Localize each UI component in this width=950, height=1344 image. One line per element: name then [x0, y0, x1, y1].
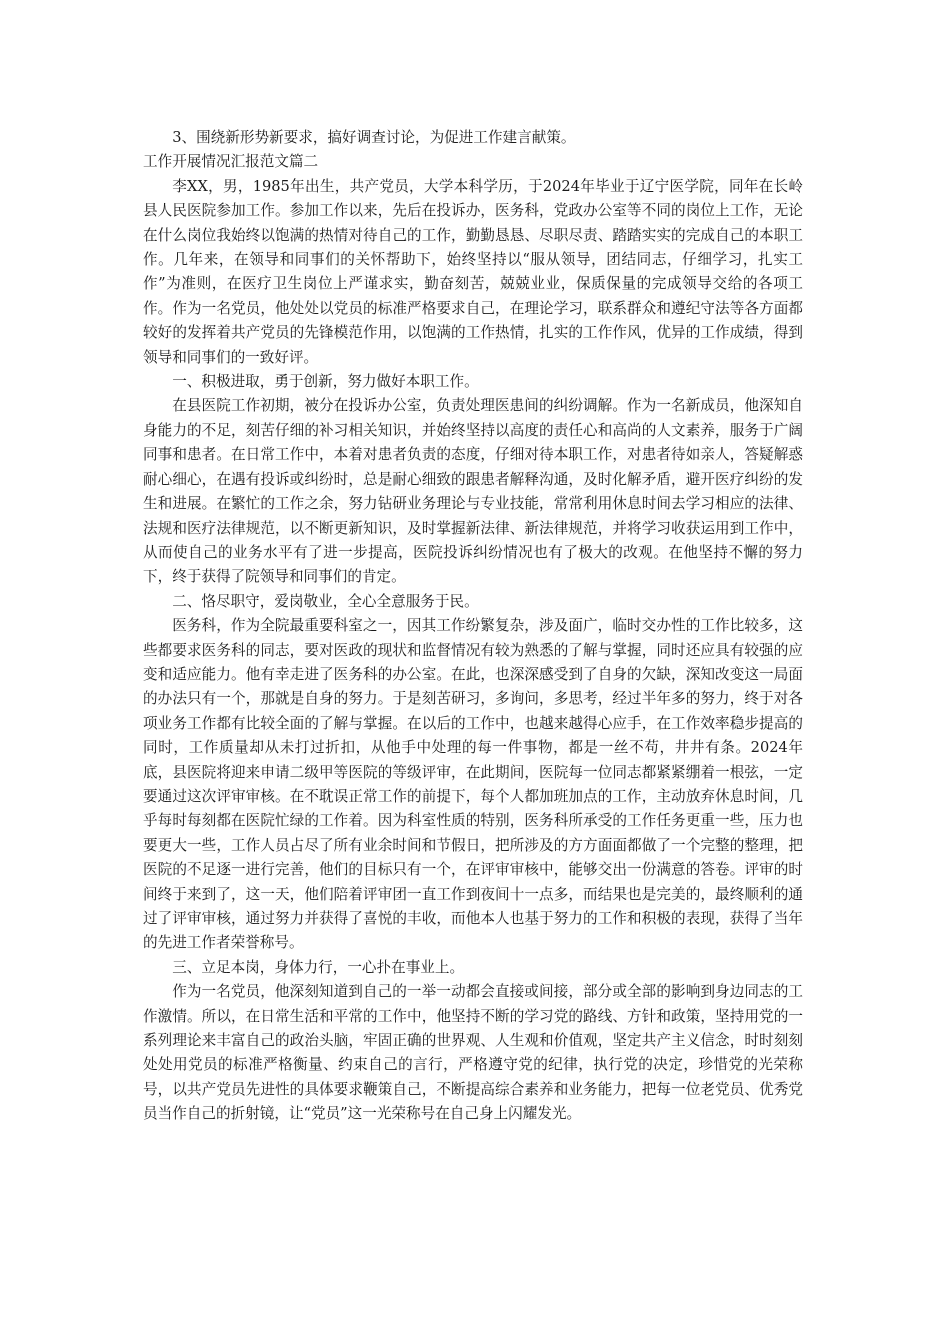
document-body [143, 126, 803, 1127]
paragraph-party-member: 作为一名党员，他深刻知道到自己的一举一动都会直接或间接，部分或全部的影响到身边同志的工作激情。所以，在日常生活和平常的工作中，他坚持不断的学习党的路线、方针和政策，坚持用党的一系列理论来丰富自己的政治头脑，牢固正确的世界观、人生观和价值观，坚定共产主义信念，时时刻刻处处用党员的标准严格衡量、约束自己的言行，严格遵守党的纪律，执行党的决定，珍惜党的光荣称号，以共产党员先进性的具体要求鞭策自己，不断提高综合素养和业务能力，把每一位老党员、优秀党员当作自己的折射镜，让“党员”这一光荣称号在自己身上闪耀发光。 [143, 983, 803, 1123]
subheading-one: 一、积极进取，勇于创新，努力做好本职工作。 [172, 373, 479, 391]
paragraph-profile: 李XX，男，1985年出生，共产党员，大学本科学历，于2024年毕业于辽宁医学院，同年在长岭县人民医院参加工作。参加工作以来，先后在投诉办，医务科，党政办公室等不同的岗位上工作，无论在什么岗位我始终以饱满的热情对待自己的工作，勤勤恳恳、尽职尽责、踏踏实实的完成自己的本职工作。几年来，在领导和同事们的关怀帮助下，始终坚持以“服从领导，团结同志，仔细学习，扎实工作”为准则，在医疗卫生岗位上严谨求实，勤奋刻苦，兢兢业业，保质保量的完成领导交给的各项工作。作为一名党员，他处处以党员的标准严格要求自己，在理论学习，联系群众和遵纪守法等各方面都较好的发挥着共产党员的先锋模范作用，以饱满的工作热情，扎实的工作作风，优异的工作成绩，得到领导和同事们的一致好评。 [143, 177, 803, 366]
paragraph-medical-department: 医务科，作为全院最重要科室之一，因其工作纷繁复杂，涉及面广，临时交办性的工作比较多，这些都要求医务科的同志，要对医政的现状和监督情况有较为熟悉的了解与掌握，同时还应具有较强的应变和适应能力。他有幸走进了医务科的办公室。在此，也深深感受到了自身的欠缺，深知改变这一局面的办法只有一个，那就是自身的努力。于是刻苦研习，多询问，多思考，经过半年多的努力，终于对各项业务工作都有比较全面的了解与掌握。在以后的工作中，也越来越得心应手，在工作效率稳步提高的同时，工作质量却从未打过折扣，从他手中处理的每一件事物，都是一丝不苟，井井有条。2024年底，县医院将迎来申请二级甲等医院的等级评审，在此期间，医院每一位同志都紧紧绷着一根弦，一定要通过这次评审审核。在不耽误正常工作的前提下，每个人都加班加点的工作，主动放弃休息时间，几乎每时每刻都在医院忙绿的工作着。因为科室性质的特别，医务科所承受的工作任务更重一些，压力也要更大一些，工作人员占尽了所有业余时间和节假日，把所涉及的方方面面都做了一个完整的整理，把医院的不足逐一进行完善，他们的目标只有一个，在评审审核中，能够交出一份满意的答卷。评审的时间终于来到了，这一天，他们陪着评审团一直工作到夜间十一点多，而结果也是完美的，最终顺利的通过了评审审核，通过努力并获得了喜悦的丰收，而他本人也基于努力的工作和积极的表现，获得了当年的先进工作者荣誉称号。 [143, 617, 803, 952]
intro-item: 3、围绕新形势新要求，搞好调查讨论，为促进工作建言献策。 [172, 129, 576, 146]
paragraph-complaints-office: 在县医院工作初期，被分在投诉办公室，负责处理医患间的纠纷调解。作为一名新成员，他深知自身能力的不足，刻苦仔细的补习相关知识，并始终坚持以高度的责任心和高尚的人文素养，服务于广阔同事和患者。在日常工作中，本着对患者负责的态度，仔细对待本职工作，对患者待如亲人，答疑解惑耐心细心，在遇有投诉或纠纷时，总是耐心细致的跟患者解释沟通，及时化解矛盾，避开医疗纠纷的发生和进展。在繁忙的工作之余，努力钻研业务理论与专业技能，常常利用休息时间去学习相应的法律、法规和医疗法律规范，以不断更新知识，及时掌握新法律、新法律规范，并将学习收获运用到工作中，从而使自己的业务水平有了进一步提高，医院投诉纠纷情况也有了极大的改观。在他坚持不懈的努力下，终于获得了院领导和同事们的肯定。 [143, 397, 803, 586]
subheading-two: 二、恪尽职守，爱岗敬业，全心全意服务于民。 [172, 592, 479, 610]
subheading-three: 三、立足本岗，身体力行，一心扑在事业上。 [172, 958, 465, 976]
section-title: 工作开展情况汇报范文篇二 [143, 153, 319, 171]
